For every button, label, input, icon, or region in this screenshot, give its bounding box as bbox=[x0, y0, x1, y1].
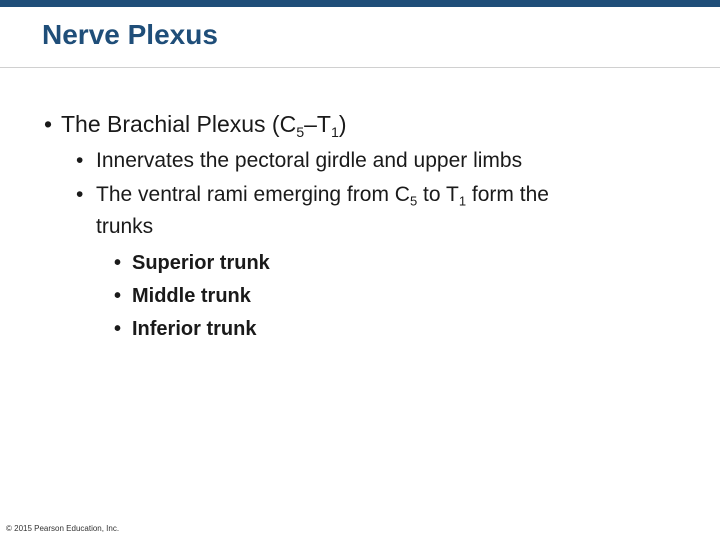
bullet-innervates bbox=[76, 149, 522, 173]
bullet-marker: • bbox=[76, 183, 84, 206]
bullet-middle-trunk bbox=[114, 285, 251, 308]
bullet-marker: • bbox=[114, 252, 122, 274]
bullet-text: Superior trunk bbox=[132, 252, 270, 274]
title-divider bbox=[0, 67, 720, 68]
bullet-marker: • bbox=[114, 285, 122, 307]
bullet-brachial-plexus bbox=[44, 111, 347, 141]
bullet-text: Inferior trunk bbox=[132, 318, 257, 340]
bullet-inferior-trunk bbox=[114, 318, 256, 341]
bullet-text: Middle trunk bbox=[132, 285, 251, 307]
bullet-text: The ventral rami emerging from $C_5$ to $T_1$ form the bbox=[96, 183, 549, 209]
bullet-text: The Brachial Plexus $(C_5-T_1)$ bbox=[61, 111, 347, 141]
slide-title: Nerve Plexus bbox=[42, 19, 218, 50]
bullet-ventral-rami bbox=[76, 183, 549, 209]
bullet-marker: • bbox=[114, 318, 122, 340]
bullet-ventral-rami-continuation: trunks bbox=[96, 215, 154, 238]
copyright-footer: © 2015 Pearson Education, Inc. bbox=[6, 524, 120, 533]
top-accent-bar bbox=[0, 0, 720, 7]
bullet-superior-trunk bbox=[114, 252, 270, 275]
bullet-marker: • bbox=[44, 111, 53, 137]
bullet-text: Innervates the pectoral girdle and upper limbs bbox=[96, 149, 523, 172]
bullet-marker: • bbox=[76, 149, 84, 172]
